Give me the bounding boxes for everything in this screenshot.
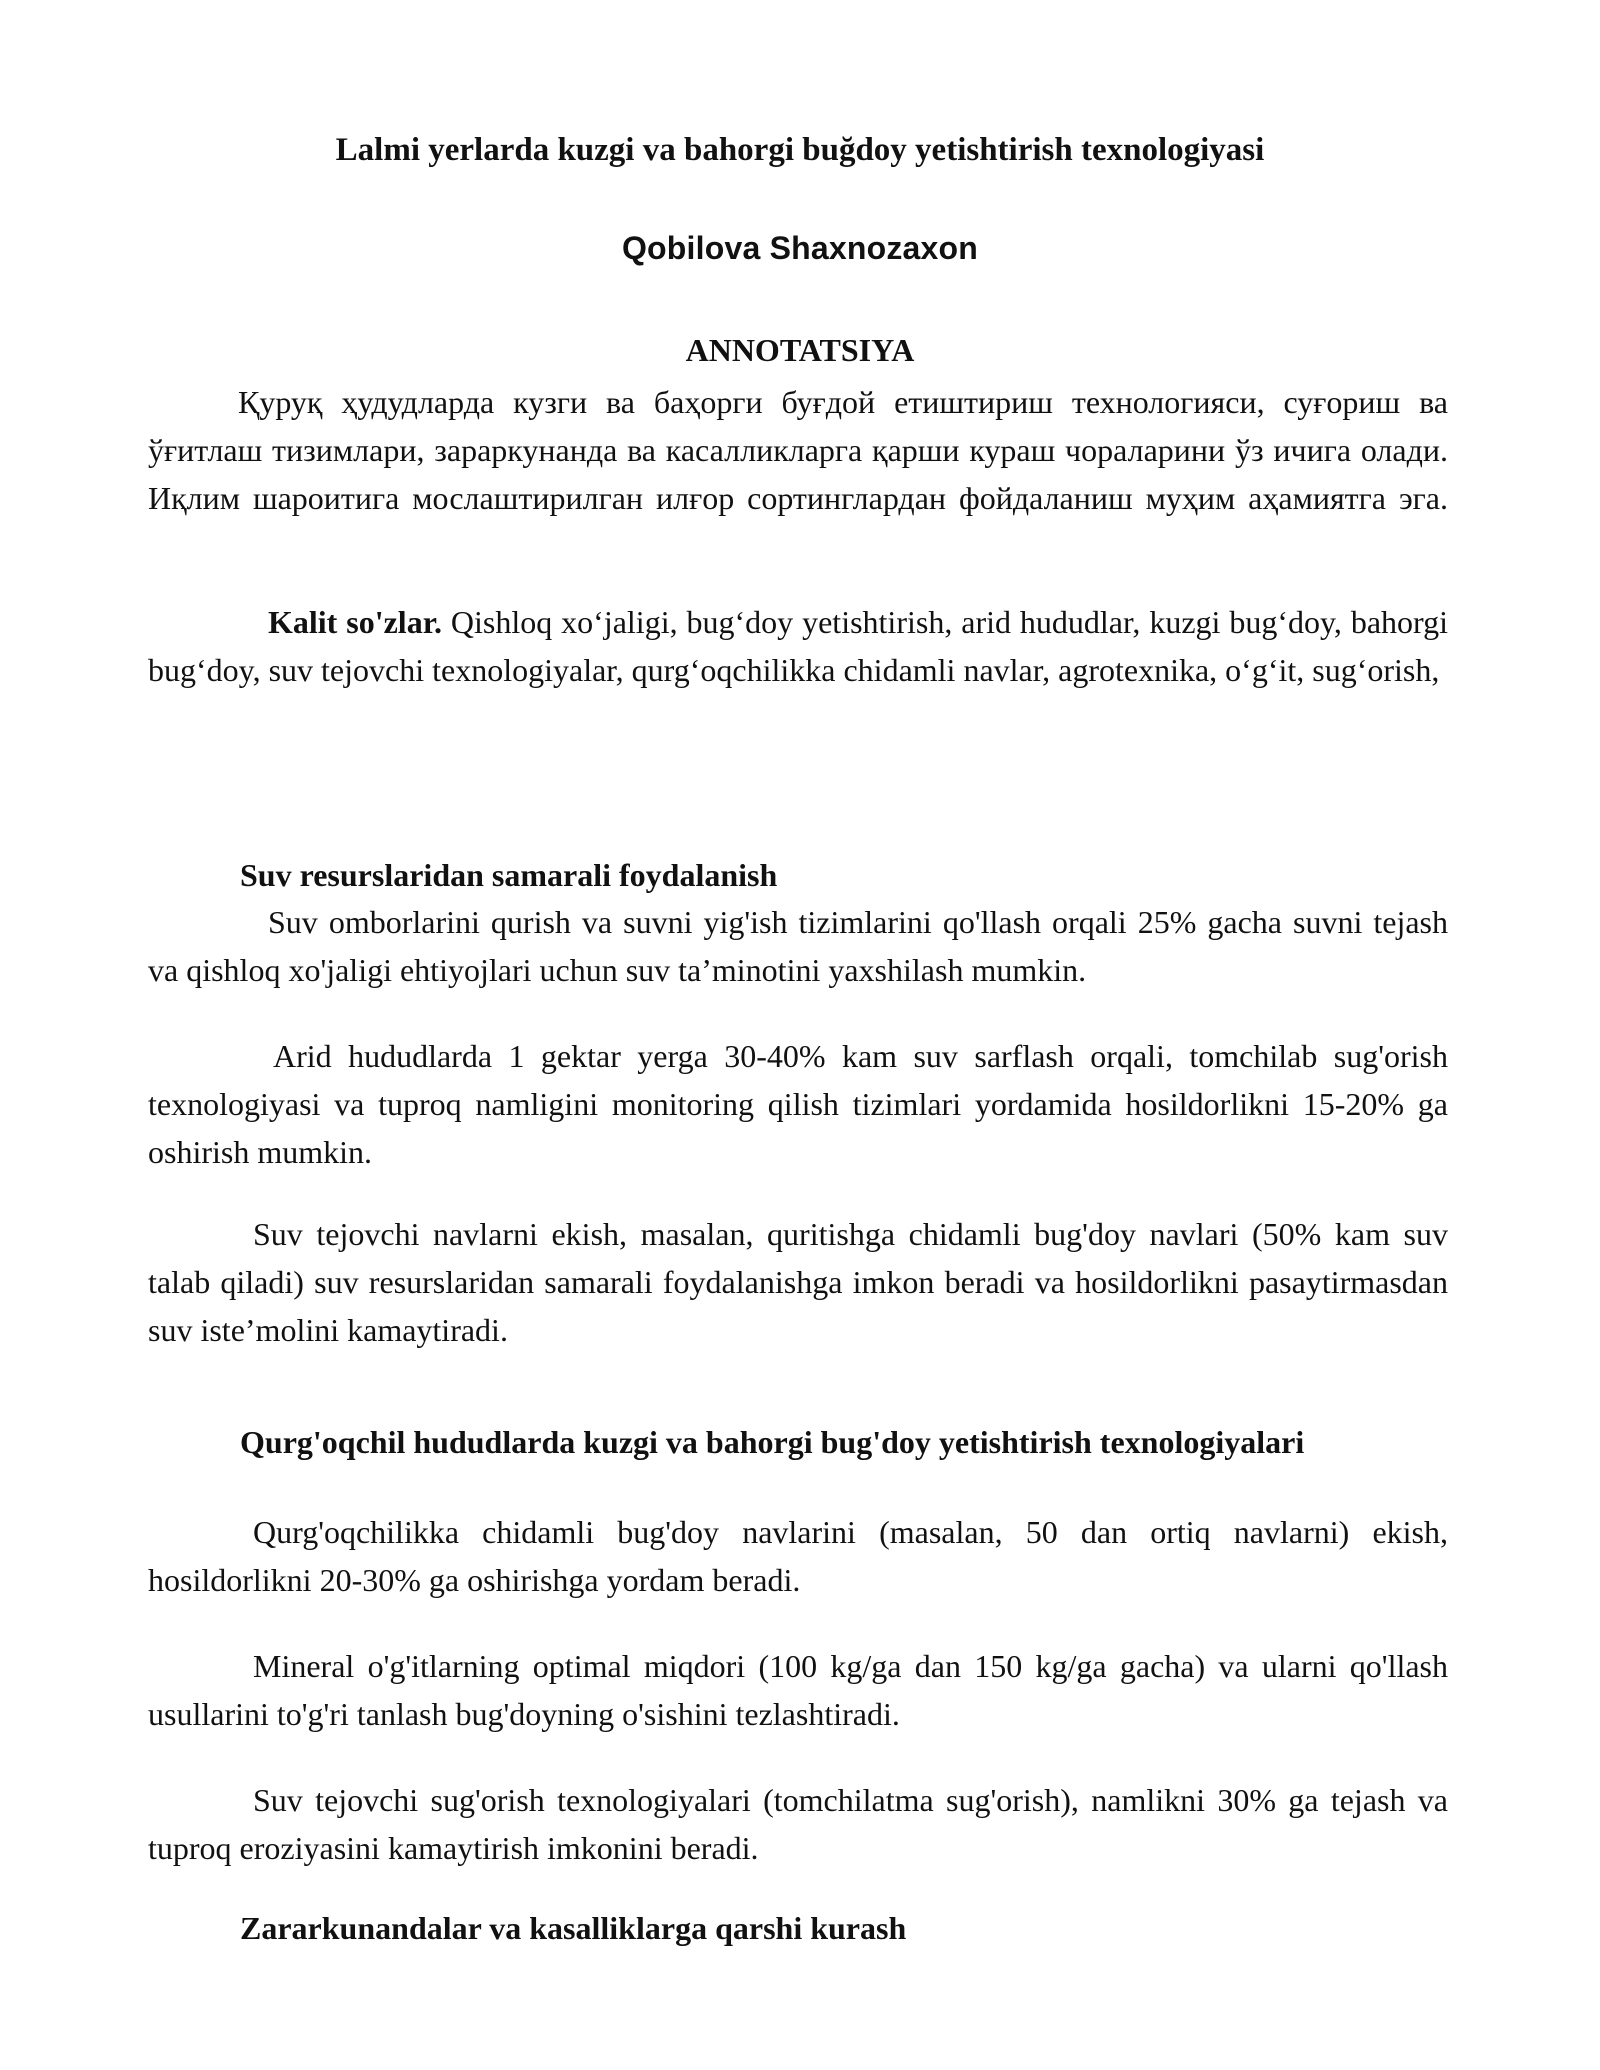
section-paragraph: Arid hududlarda 1 gektar yerga 30-40% kam suv sarflash orqali, tomchilab sug'orish texnologiyasi va tuproq namligini monitoring qilish tizimlari yordamida hosildorlikni 15-20% ga oshirish mumkin. (148, 1038, 1448, 1170)
document-title: Lalmi yerlarda kuzgi va bahorgi buğdoy yetishtirish texnologiyasi (335, 132, 1265, 168)
section-heading: Qurg'oqchil hududlarda kuzgi va bahorgi bug'doy yetishtirish texnologiyalari (240, 1424, 1305, 1460)
section-heading: Suv resurslaridan samarali foydalanish (240, 857, 778, 893)
keywords-label: Kalit so'zlar. (268, 604, 442, 640)
keywords-text: Qishloq xo‘jaligi, bug‘doy yetishtirish, arid hududlar, kuzgi bug‘doy, bahorgi bug‘doy, suv tejovchi texnologiyalar, qurg‘oqchilikka chidamli navlar, agrotexnika, o‘g‘it, sug‘orish, (148, 604, 1449, 688)
annotation-heading: ANNOTATSIYA (685, 332, 915, 368)
section-paragraph: Suv omborlarini qurish va suvni yig'ish tizimlarini qo'llash orqali 25% gacha suvni tejash va qishloq xo'jaligi ehtiyojlari uchun suv ta’minotini yaxshilash mumkin. (148, 904, 1448, 988)
section-heading: Zararkunandalar va kasalliklarga qarshi kurash (240, 1910, 907, 1946)
section-paragraph: Suv tejovchi navlarni ekish, masalan, quritishga chidamli bug'doy navlari (50% kam suv talab qiladi) suv resurslaridan samarali foydalanishga imkon beradi va hosildorlikni pasaytirmasdan suv iste’molini kamaytiradi. (148, 1216, 1448, 1348)
section-paragraph: Suv tejovchi sug'orish texnologiyalari (tomchilatma sug'orish), namlikni 30% ga tejash va tuproq eroziyasini kamaytirish imkonini beradi. (148, 1782, 1448, 1866)
keywords-paragraph (148, 598, 1448, 694)
author-name: Qobilova Shaxnozaxon (621, 230, 979, 266)
section-paragraph: Qurg'oqchilikka chidamli bug'doy navlarini (masalan, 50 dan ortiq navlarni) ekish, hosildorlikni 20-30% ga oshirishga yordam beradi. (148, 1514, 1448, 1598)
annotation-text: Қуруқ ҳудудларда кузги ва баҳорги буғдой етиштириш технологияси, суғориш ва ўғитлаш тизимлари, зараркунанда ва касалликларга қарши кураш чораларини ўз ичига олади. Иқлим шароитига мослаштирилган илғор сортинглардан фойдаланиш муҳим аҳамиятга эга. (148, 384, 1448, 516)
section-paragraph: Mineral o'g'itlarning optimal miqdori (100 kg/ga dan 150 kg/ga gacha) va ularni qo'llash usullarini to'g'ri tanlash bug'doyning o'sishini tezlashtiradi. (148, 1648, 1448, 1732)
